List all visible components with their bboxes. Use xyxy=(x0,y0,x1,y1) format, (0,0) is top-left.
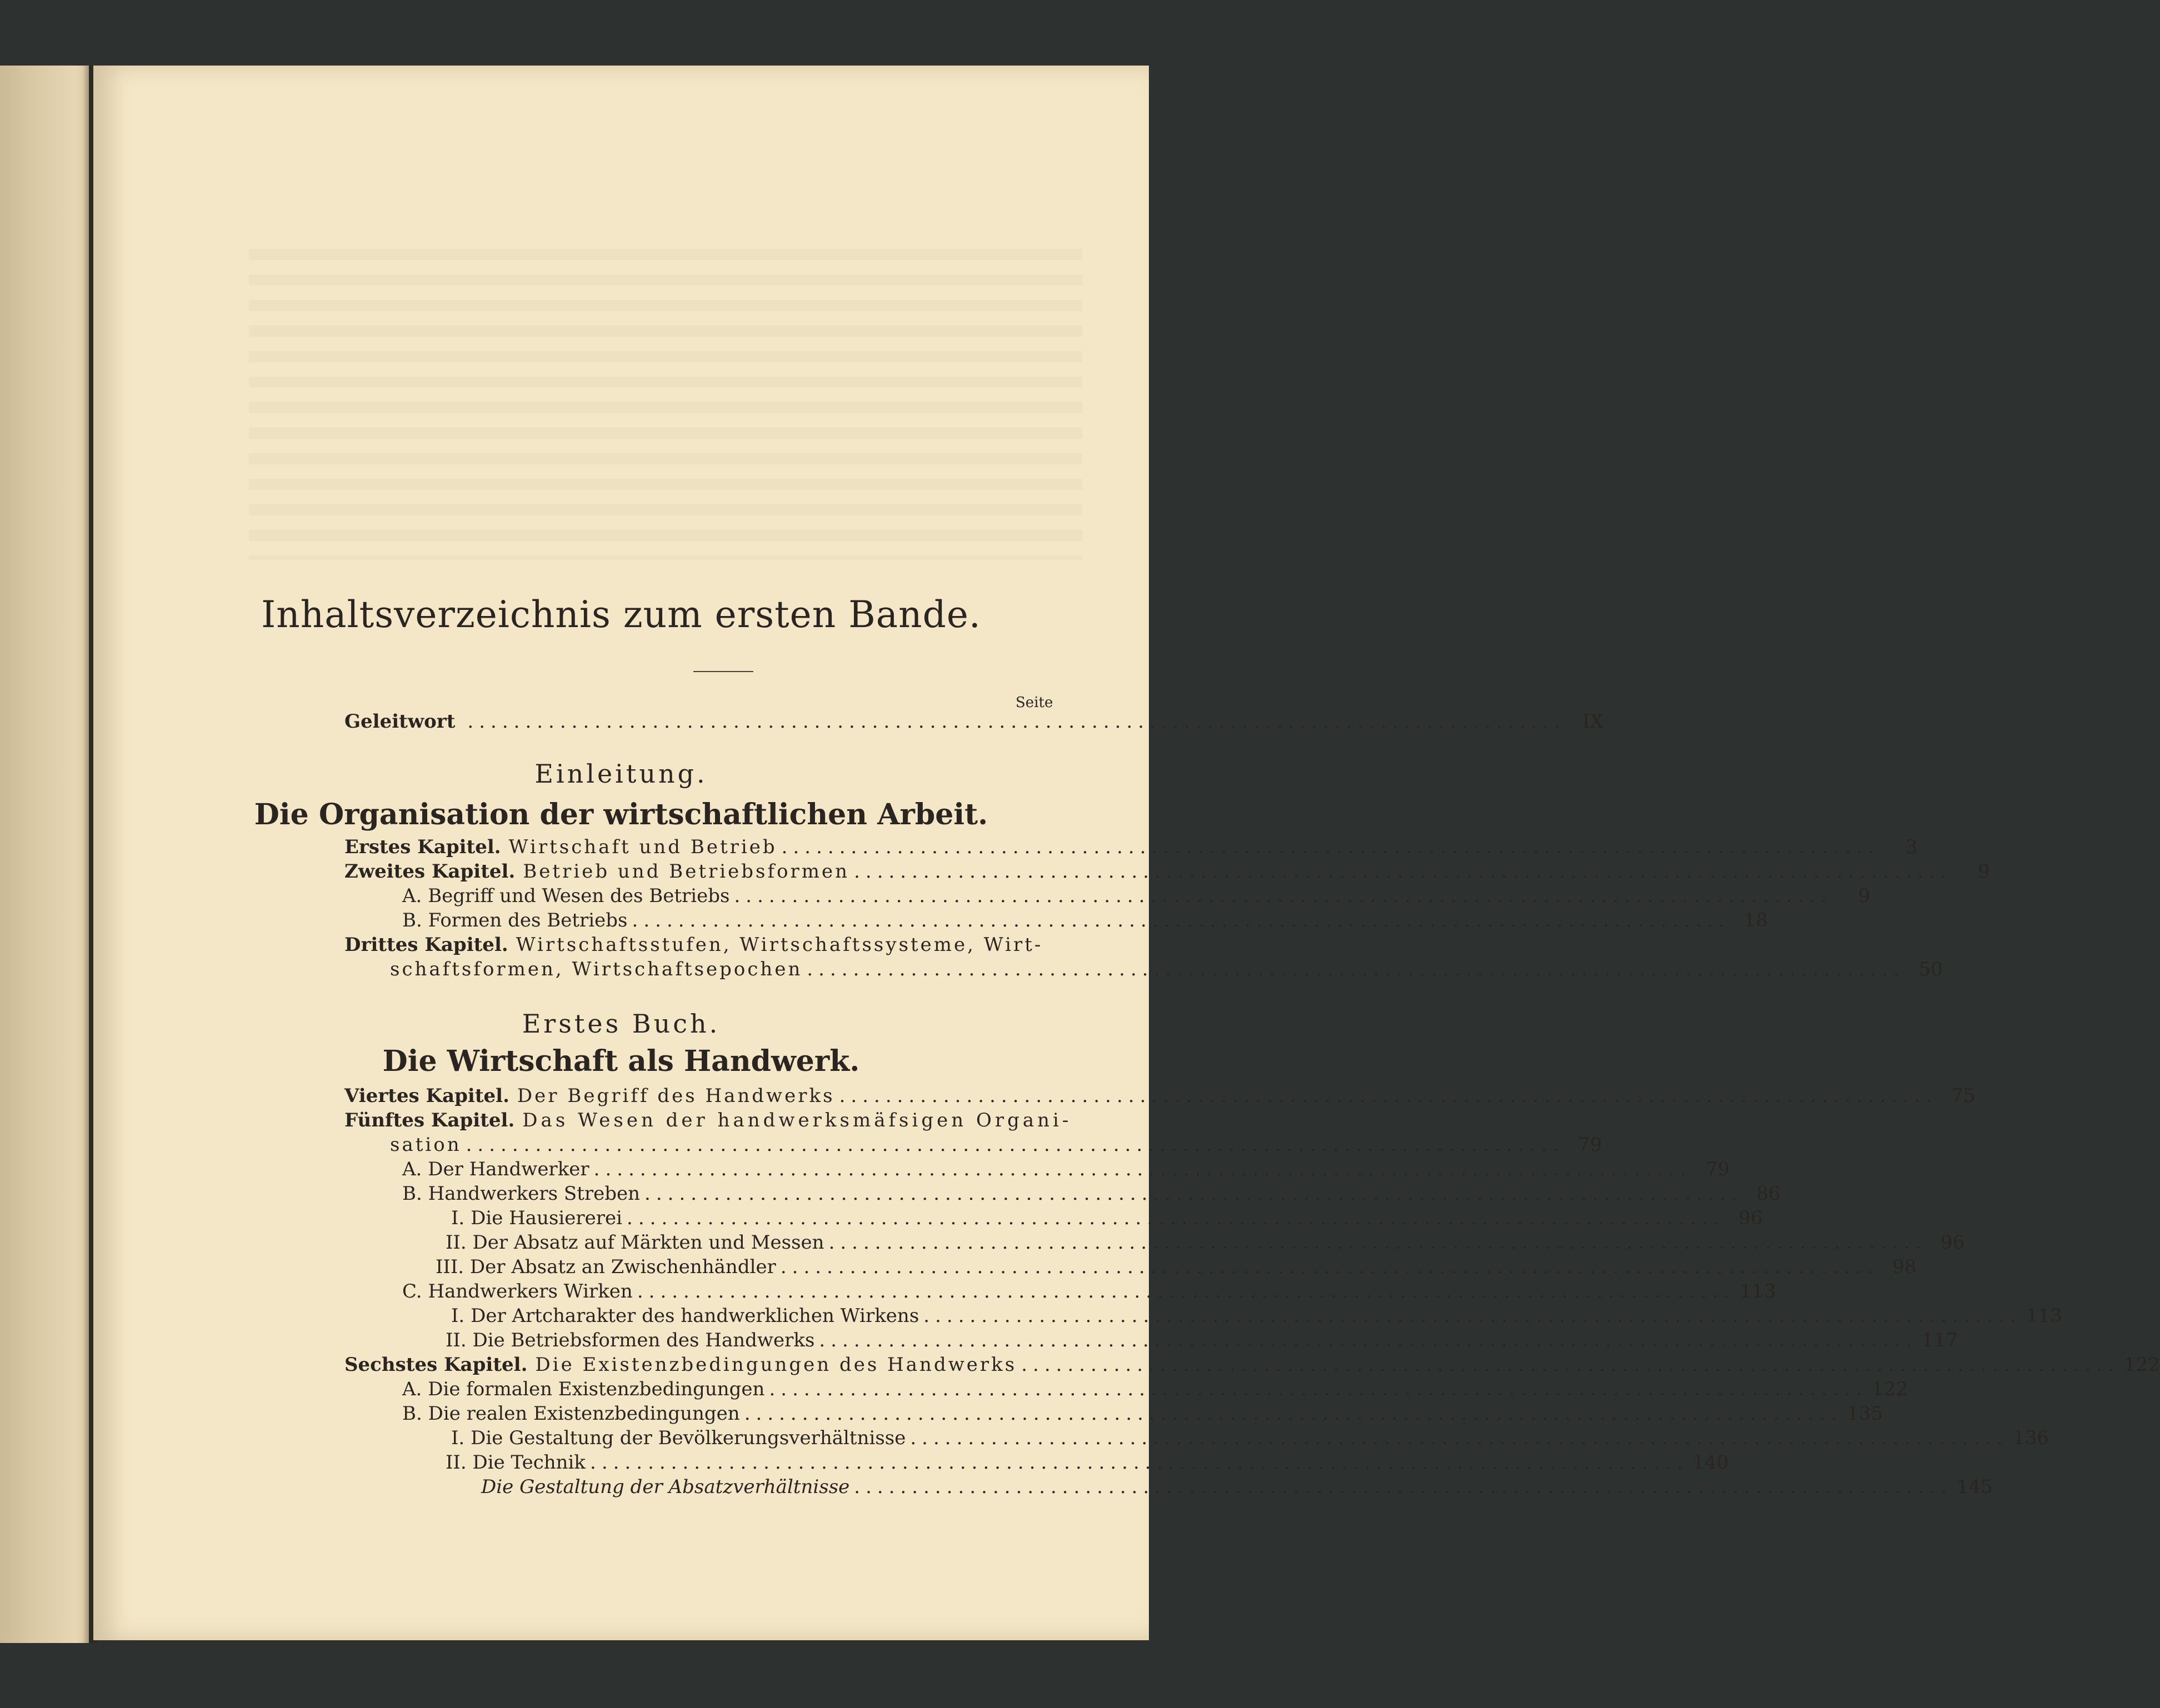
toc-entry: A. Die formalen Existenzbedingungen ............................................................................................... 122 xyxy=(402,1378,1908,1400)
leader-dots: ............................................................................................... xyxy=(839,1085,1938,1107)
toc-entry: I. Die Gestaltung der Bevölkerungsverhältnisse ............................................................................................... 136 xyxy=(451,1427,2049,1449)
book1-section-label: Erstes Buch. xyxy=(522,1009,721,1039)
intro-section-label: Einleitung. xyxy=(534,759,708,789)
leader-dots: ............................................................................................... xyxy=(828,1231,1927,1254)
leader-dots: ............................................................................................... xyxy=(769,1378,1868,1400)
leader-dots: ............................................................................................... xyxy=(780,1256,1879,1278)
toc-entry: sation ............................................................................................... 79 xyxy=(390,1134,1602,1156)
leader-dots: ............................................................................................... xyxy=(627,1207,1725,1229)
toc-entry-geleitwort xyxy=(344,710,1604,733)
toc-entry: B. Formen des Betriebs ............................................................................................... 18 xyxy=(402,909,1768,931)
entry-label: Geleitwort xyxy=(344,710,456,733)
toc-entry: Die Gestaltung der Absatzverhältnisse ............................................................................................... 145 xyxy=(481,1476,1993,1498)
toc-entry: Sechstes Kapitel. Die Existenzbedingungen des Handwerks ............................................................................................... 122 xyxy=(344,1354,2160,1376)
toc-entry: A. Der Handwerker ............................................................................................... 79 xyxy=(402,1158,1730,1180)
toc-entry: A. Begriff und Wesen des Betriebs ............................................................................................... 9 xyxy=(402,885,1871,907)
toc-entry: B. Die realen Existenzbedingungen ............................................................................................... 135 xyxy=(402,1403,1883,1425)
leader-dots: ............................................................................................... xyxy=(819,1329,1918,1351)
book-page xyxy=(93,66,2160,1640)
leader-dots: ............................................................................................... xyxy=(1021,1354,2119,1376)
entry-page: IX xyxy=(1582,710,1604,733)
leader-dots: ............................................................................................... xyxy=(632,909,1731,931)
intro-section-title: Die Organisation der wirtschaftlichen Arbeit. xyxy=(254,798,988,832)
leader-dots: ............................................................................................... xyxy=(734,885,1833,907)
toc-entry: III. Der Absatz an Zwischenhändler ............................................................................................... 98 xyxy=(436,1256,1917,1278)
toc-entry: Viertes Kapitel. Der Begriff des Handwerks ............................................................................................... 75 xyxy=(344,1085,1976,1107)
toc-entry: II. Die Technik ............................................................................................... 140 xyxy=(446,1451,1729,1474)
toc-entry: B. Handwerkers Streben ............................................................................................... 86 xyxy=(402,1183,1781,1205)
toc-entry: I. Der Artcharakter des handwerklichen Wirkens ............................................................................................... 113 xyxy=(451,1305,2062,1327)
leader-dots: ............................................................................................... xyxy=(637,1280,1736,1303)
toc-entry: II. Die Betriebsformen des Handwerks ............................................................................................... 117 xyxy=(446,1329,1958,1351)
leader-dots: ............................................................................................... xyxy=(923,1305,2022,1327)
leader-dots: ............................................................................................... xyxy=(744,1403,1843,1425)
toc-entry: Zweites Kapitel. Betrieb und Betriebsformen ............................................................................................... 9 xyxy=(344,860,1990,883)
toc-entry: C. Handwerkers Wirken ............................................................................................... 113 xyxy=(402,1280,1776,1303)
title-divider xyxy=(693,671,753,672)
leader-dots: ............................................................................................... xyxy=(854,860,1952,883)
leader-dots: ............................................................................................... xyxy=(644,1183,1743,1205)
bleed-through xyxy=(249,249,1082,560)
toc-entry: Erstes Kapitel. Wirtschaft und Betrieb ............................................................................................... 3 xyxy=(344,836,1918,858)
leader-dots: ............................................................................................... xyxy=(590,1451,1688,1474)
toc-entry-first-line: Drittes Kapitel. Wirtschaftsstufen, Wirtschaftssysteme, Wirt- xyxy=(344,934,1043,956)
leader-dots: ............................................................................................... xyxy=(854,1476,1952,1498)
toc-entry: schaftsformen, Wirtschaftsepochen ............................................................................................... 50 xyxy=(390,958,1943,980)
leader-dots: ............................................................................................... xyxy=(910,1427,2009,1449)
leader-dots: ............................................................................................... xyxy=(807,958,1906,980)
leader-dots: ............................................................................................... xyxy=(467,710,1566,733)
page-title: Inhaltsverzeichnis zum ersten Bande. xyxy=(261,593,981,636)
page-column-header: Seite xyxy=(1016,694,1053,711)
toc-entry: II. Der Absatz auf Märkten und Messen ............................................................................................... 96 xyxy=(446,1231,1965,1254)
toc-entry-first-line: Fünftes Kapitel. Das Wesen der handwerksmäfsigen Organi- xyxy=(344,1109,1072,1131)
leader-dots: ............................................................................................... xyxy=(466,1134,1564,1156)
leader-dots: ............................................................................................... xyxy=(593,1158,1692,1180)
left-page-edge xyxy=(0,66,89,1643)
toc-entry: I. Die Hausiererei ............................................................................................... 96 xyxy=(451,1207,1763,1229)
book1-section-title: Die Wirtschaft als Handwerk. xyxy=(382,1044,860,1078)
leader-dots: ............................................................................................... xyxy=(781,836,1880,858)
